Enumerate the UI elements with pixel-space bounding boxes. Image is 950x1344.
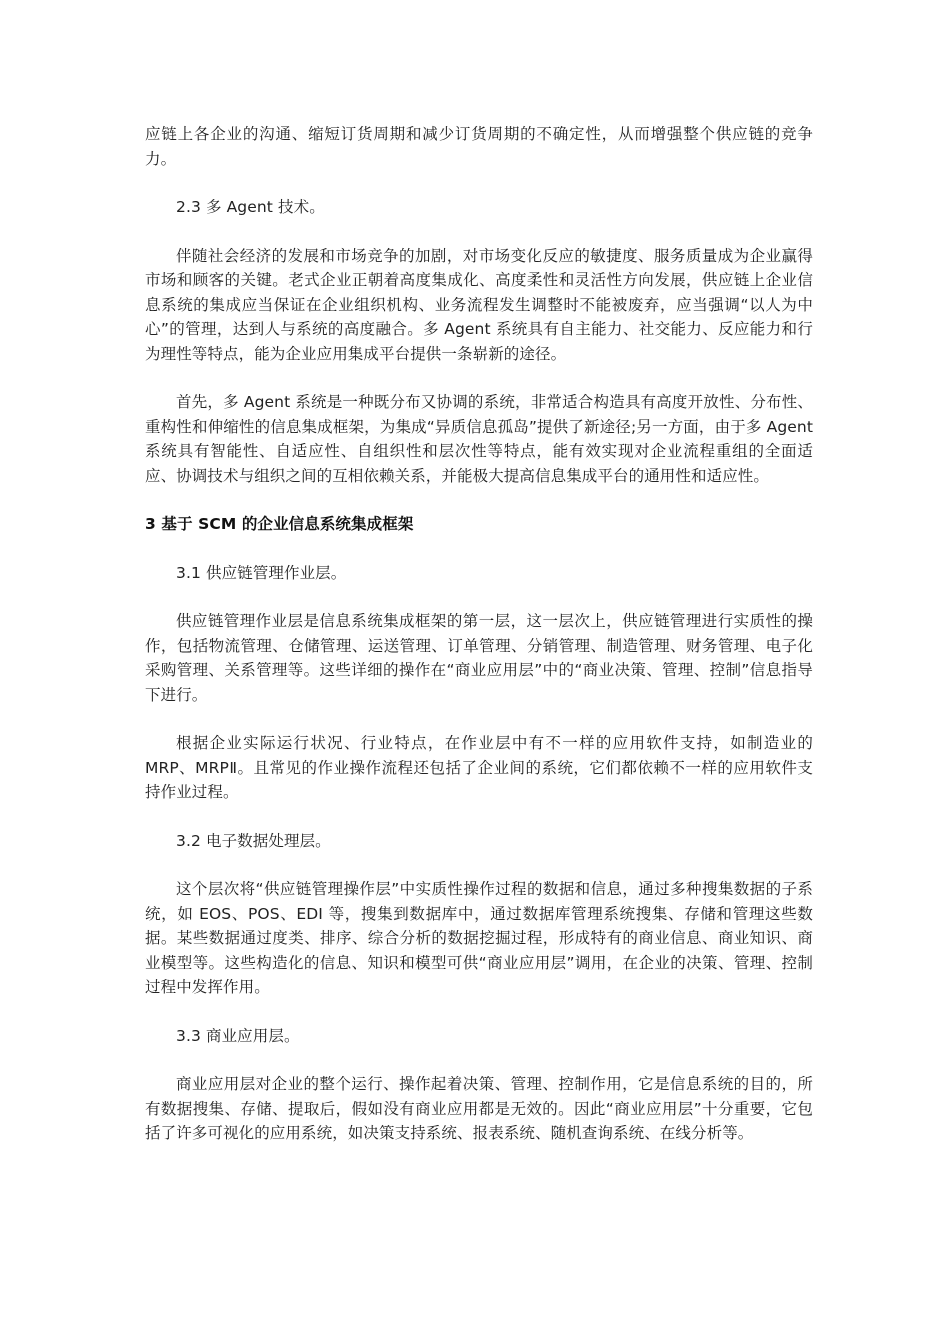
- paragraph-3-2: 这个层次将“供应链管理操作层”中实质性操作过程的数据和信息，通过多种搜集数据的子系统，如 EOS、POS、EDI 等，搜集到数据库中，通过数据库管理系统搜集、存储和管理这些数据。某些数据通过度类、排序、综合分析的数据挖掘过程，形成特有的商业信息、商业知识、商业模型等。这些构造化的信息、知识和模型可供“商业应用层”调用，在企业的决策、管理、控制过程中发挥作用。: [145, 880, 813, 996]
- paragraph-3-3: 商业应用层对企业的整个运行、操作起着决策、管理、控制作用，它是信息系统的目的，所有数据搜集、存储、提取后，假如没有商业应用都是无效的。因此“商业应用层”十分重要，它包括了许多可视化的应用系统，如决策支持系统、报表系统、随机查询系统、在线分析等。: [145, 1075, 813, 1142]
- paragraph-2-3-b: 首先，多 Agent 系统是一种既分布又协调的系统，非常适合构造具有高度开放性、分布性、重构性和伸缩性的信息集成框架，为集成“异质信息孤岛”提供了新途径;另一方面，由于多 Agent 系统具有智能性、自适应性、自组织性和层次性等特点，能有效实现对企业流程重组的全面适应、协调技术与组织之间的互相依赖关系，并能极大提高信息集成平台的通用性和适应性。: [145, 393, 813, 485]
- document-body: [145, 122, 813, 1170]
- subheading-3-1: 3.1 供应链管理作业层。: [176, 563, 347, 582]
- paragraph-2-3-a: 伴随社会经济的发展和市场竞争的加剧，对市场变化反应的敏捷度、服务质量成为企业赢得市场和顾客的关键。老式企业正朝着高度集成化、高度柔性和灵活性方向发展，供应链上企业信息系统的集成应当保证在企业组织机构、业务流程发生调整时不能被废弃，应当强调“以人为中心”的管理，达到人与系统的高度融合。多 Agent 系统具有自主能力、社交能力、反应能力和行为理性等特点，能为企业应用集成平台提供一条崭新的途径。: [145, 246, 813, 363]
- subheading-3-3: 3.3 商业应用层。: [176, 1026, 300, 1045]
- section-heading-3: 3 基于 SCM 的企业信息系统集成框架: [145, 515, 414, 533]
- paragraph-intro-tail: 应链上各企业的沟通、缩短订货周期和减少订货周期的不确定性，从而增强整个供应链的竞争力。: [145, 125, 813, 168]
- paragraph-3-1-a: 供应链管理作业层是信息系统集成框架的第一层，这一层次上，供应链管理进行实质性的操作，包括物流管理、仓储管理、运送管理、订单管理、分销管理、制造管理、财务管理、电子化采购管理、关系管理等。这些详细的操作在“商业应用层”中的“商业决策、管理、控制”信息指导下进行。: [145, 612, 813, 704]
- paragraph-3-1-b: 根据企业实际运行状况、行业特点，在作业层中有不一样的应用软件支持，如制造业的 MRP、MRPⅡ。且常见的作业操作流程还包括了企业间的系统，它们都依赖不一样的应用软件支持作业过程。: [145, 734, 813, 801]
- subheading-3-2: 3.2 电子数据处理层。: [176, 831, 331, 850]
- subheading-2-3: 2.3 多 Agent 技术。: [176, 198, 325, 216]
